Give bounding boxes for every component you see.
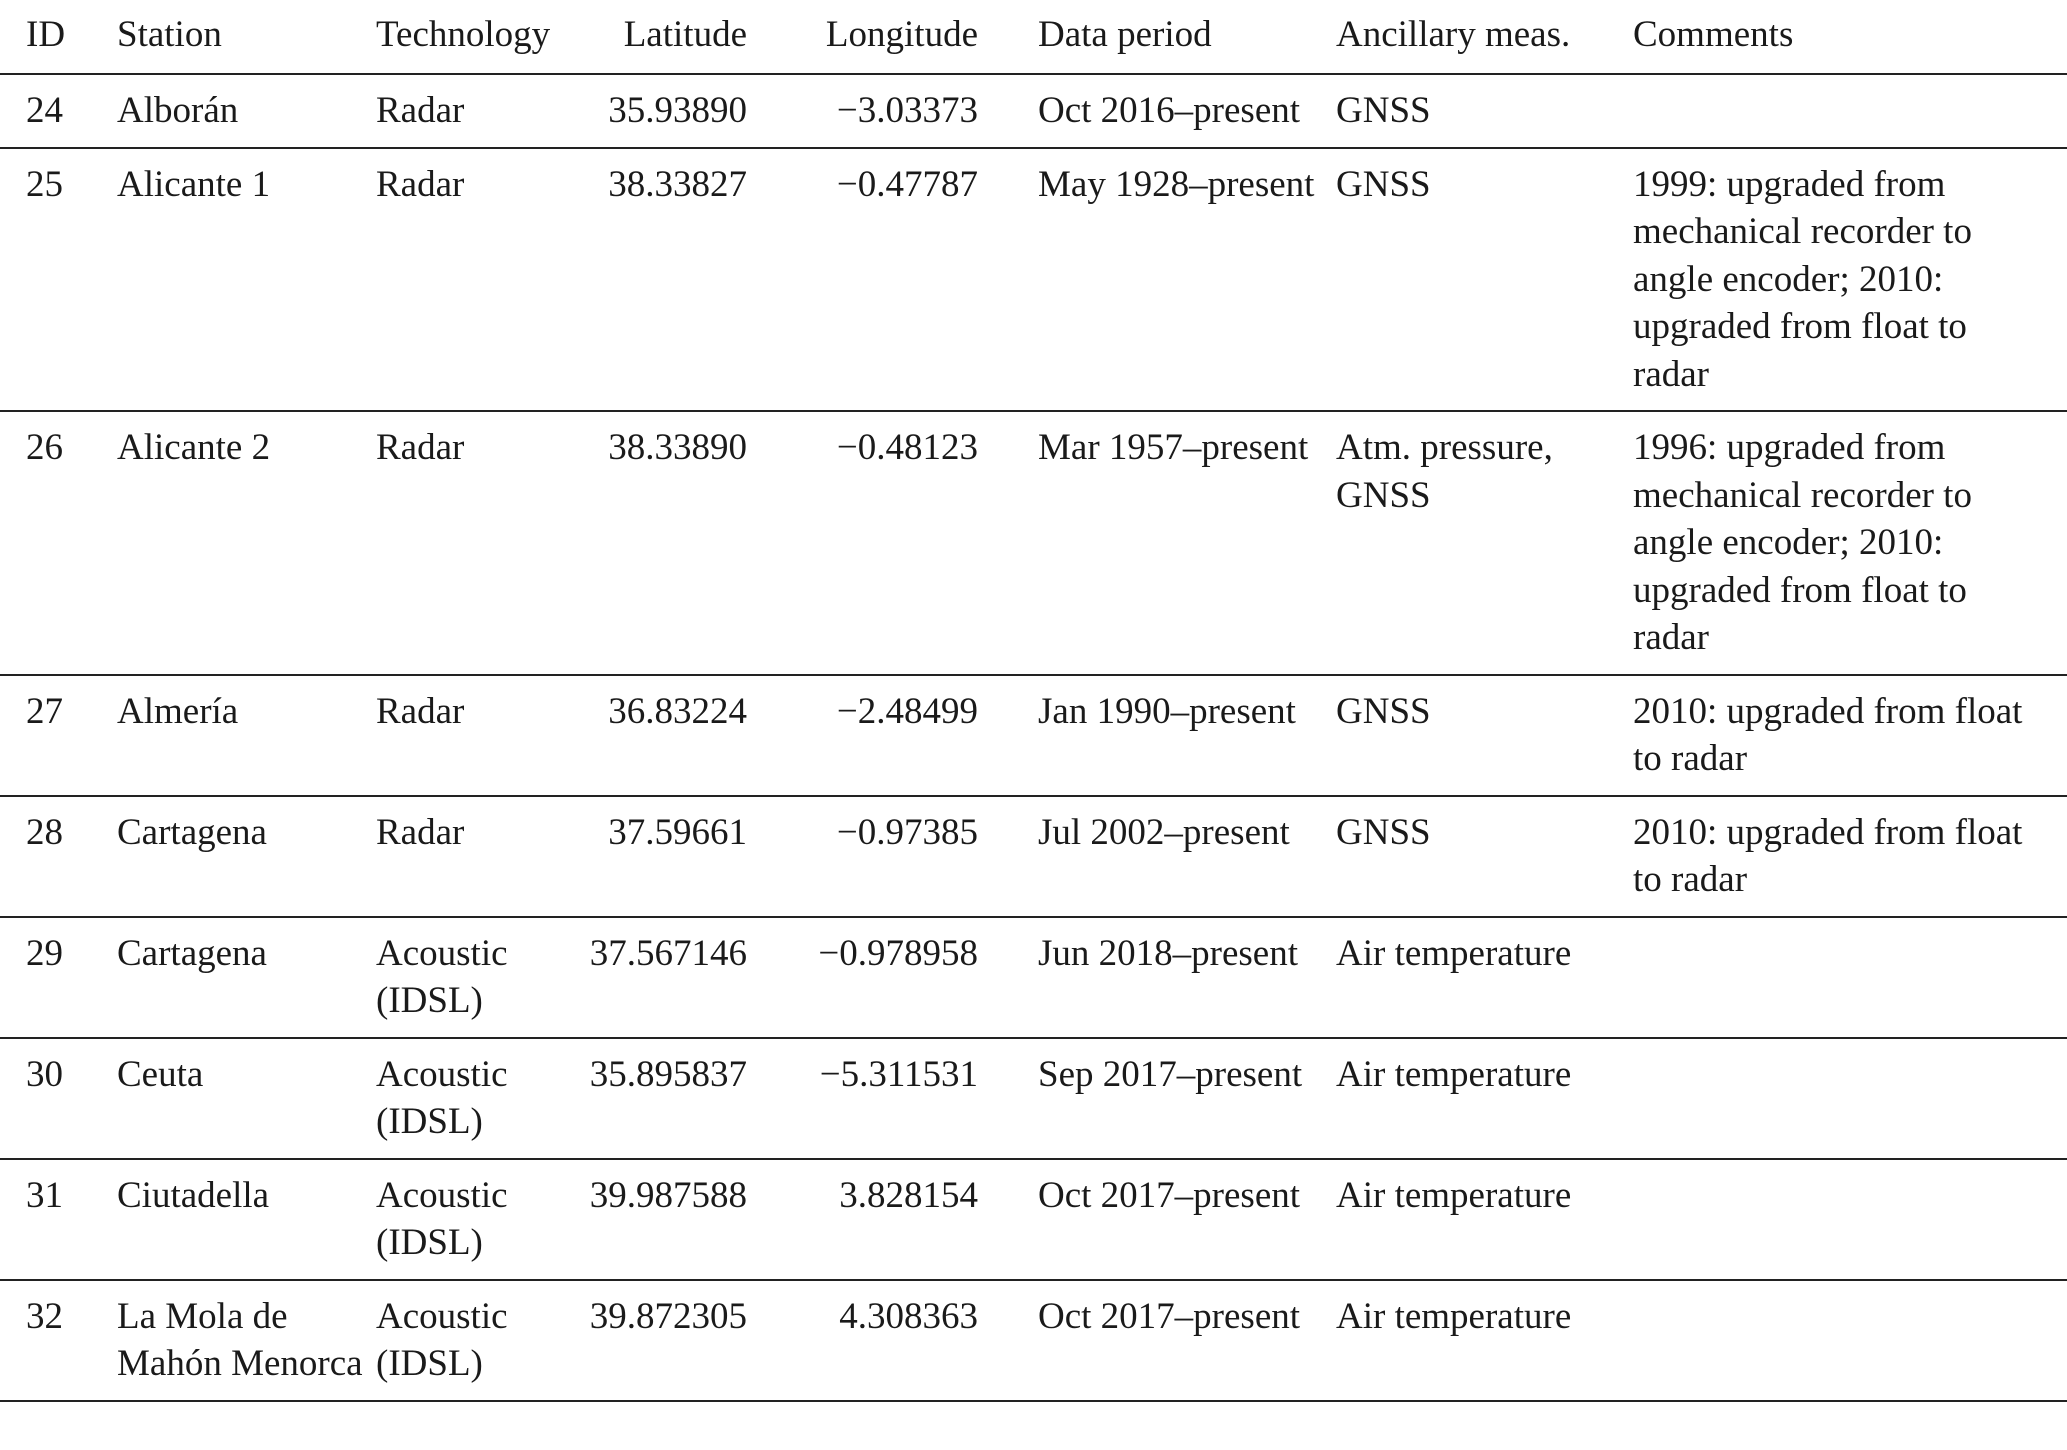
cell-station: Alicante 2 — [111, 411, 376, 675]
table-row — [0, 148, 2067, 412]
cell-data-period: Oct 2017–present — [986, 1159, 1328, 1280]
header-ancillary: Ancillary meas. — [1328, 0, 1625, 74]
cell-comments — [1625, 74, 2067, 148]
cell-technology: Acoustic (IDSL) — [376, 1038, 581, 1159]
cell-longitude: −0.978958 — [759, 917, 986, 1038]
cell-technology: Acoustic (IDSL) — [376, 1159, 581, 1280]
cell-data-period: Jan 1990–present — [986, 675, 1328, 796]
cell-comments: 2010: upgraded from float to radar — [1625, 796, 2067, 917]
cell-latitude: 37.59661 — [581, 796, 759, 917]
cell-ancillary: GNSS — [1328, 148, 1625, 412]
header-id: ID — [0, 0, 111, 74]
cell-longitude: 4.308363 — [759, 1280, 986, 1401]
cell-comments: 1999: upgraded from mechanical recorder to angle encoder; 2010: upgraded from float to radar — [1625, 148, 2067, 412]
header-row — [0, 0, 2067, 74]
table-row — [0, 1159, 2067, 1280]
cell-comments — [1625, 1038, 2067, 1159]
cell-ancillary: GNSS — [1328, 675, 1625, 796]
header-technology: Technology — [376, 0, 581, 74]
cell-ancillary: GNSS — [1328, 74, 1625, 148]
cell-latitude: 37.567146 — [581, 917, 759, 1038]
cell-id: 27 — [0, 675, 111, 796]
table-row — [0, 1280, 2067, 1401]
cell-technology: Radar — [376, 148, 581, 412]
cell-data-period: Jul 2002–present — [986, 796, 1328, 917]
cell-ancillary: Air temperature — [1328, 1280, 1625, 1401]
cell-latitude: 38.33827 — [581, 148, 759, 412]
header-station: Station — [111, 0, 376, 74]
cell-ancillary: Air temperature — [1328, 917, 1625, 1038]
cell-longitude: −3.03373 — [759, 74, 986, 148]
header-data-period: Data period — [986, 0, 1328, 74]
cell-latitude: 39.872305 — [581, 1280, 759, 1401]
cell-id: 24 — [0, 74, 111, 148]
cell-comments — [1625, 1159, 2067, 1280]
cell-longitude: −5.311531 — [759, 1038, 986, 1159]
cell-comments — [1625, 1280, 2067, 1401]
cell-technology: Radar — [376, 411, 581, 675]
header-comments: Comments — [1625, 0, 2067, 74]
cell-technology: Acoustic (IDSL) — [376, 917, 581, 1038]
cell-latitude: 35.93890 — [581, 74, 759, 148]
cell-station: Alborán — [111, 74, 376, 148]
cell-station: Almería — [111, 675, 376, 796]
cell-comments: 2010: upgraded from float to radar — [1625, 675, 2067, 796]
cell-station: Cartagena — [111, 796, 376, 917]
cell-comments — [1625, 917, 2067, 1038]
cell-data-period: May 1928–present — [986, 148, 1328, 412]
cell-latitude: 36.83224 — [581, 675, 759, 796]
table-row — [0, 675, 2067, 796]
cell-id: 28 — [0, 796, 111, 917]
cell-ancillary: Air temperature — [1328, 1038, 1625, 1159]
cell-id: 29 — [0, 917, 111, 1038]
cell-technology: Radar — [376, 796, 581, 917]
cell-station: Cartagena — [111, 917, 376, 1038]
cell-station: Alicante 1 — [111, 148, 376, 412]
cell-comments: 1996: upgraded from mechanical recorder to angle encoder; 2010: upgraded from float to radar — [1625, 411, 2067, 675]
cell-id: 31 — [0, 1159, 111, 1280]
cell-id: 32 — [0, 1280, 111, 1401]
cell-technology: Radar — [376, 675, 581, 796]
header-longitude: Longitude — [759, 0, 986, 74]
cell-longitude: −0.97385 — [759, 796, 986, 917]
table-row — [0, 411, 2067, 675]
cell-station: La Mola de Mahón Menorca — [111, 1280, 376, 1401]
cell-station: Ceuta — [111, 1038, 376, 1159]
table-row — [0, 796, 2067, 917]
cell-ancillary: Air temperature — [1328, 1159, 1625, 1280]
cell-latitude: 38.33890 — [581, 411, 759, 675]
cell-data-period: Oct 2017–present — [986, 1280, 1328, 1401]
cell-id: 25 — [0, 148, 111, 412]
cell-data-period: Oct 2016–present — [986, 74, 1328, 148]
cell-latitude: 35.895837 — [581, 1038, 759, 1159]
table-row — [0, 917, 2067, 1038]
header-latitude: Latitude — [581, 0, 759, 74]
cell-technology: Radar — [376, 74, 581, 148]
cell-longitude: −2.48499 — [759, 675, 986, 796]
cell-latitude: 39.987588 — [581, 1159, 759, 1280]
cell-data-period: Mar 1957–present — [986, 411, 1328, 675]
table-body — [0, 74, 2067, 1401]
cell-id: 26 — [0, 411, 111, 675]
cell-longitude: −0.47787 — [759, 148, 986, 412]
cell-ancillary: Atm. pressure, GNSS — [1328, 411, 1625, 675]
cell-technology: Acoustic (IDSL) — [376, 1280, 581, 1401]
cell-data-period: Sep 2017–present — [986, 1038, 1328, 1159]
cell-id: 30 — [0, 1038, 111, 1159]
cell-longitude: 3.828154 — [759, 1159, 986, 1280]
cell-ancillary: GNSS — [1328, 796, 1625, 917]
table-row — [0, 74, 2067, 148]
cell-longitude: −0.48123 — [759, 411, 986, 675]
table-row — [0, 1038, 2067, 1159]
cell-station: Ciutadella — [111, 1159, 376, 1280]
cell-data-period: Jun 2018–present — [986, 917, 1328, 1038]
